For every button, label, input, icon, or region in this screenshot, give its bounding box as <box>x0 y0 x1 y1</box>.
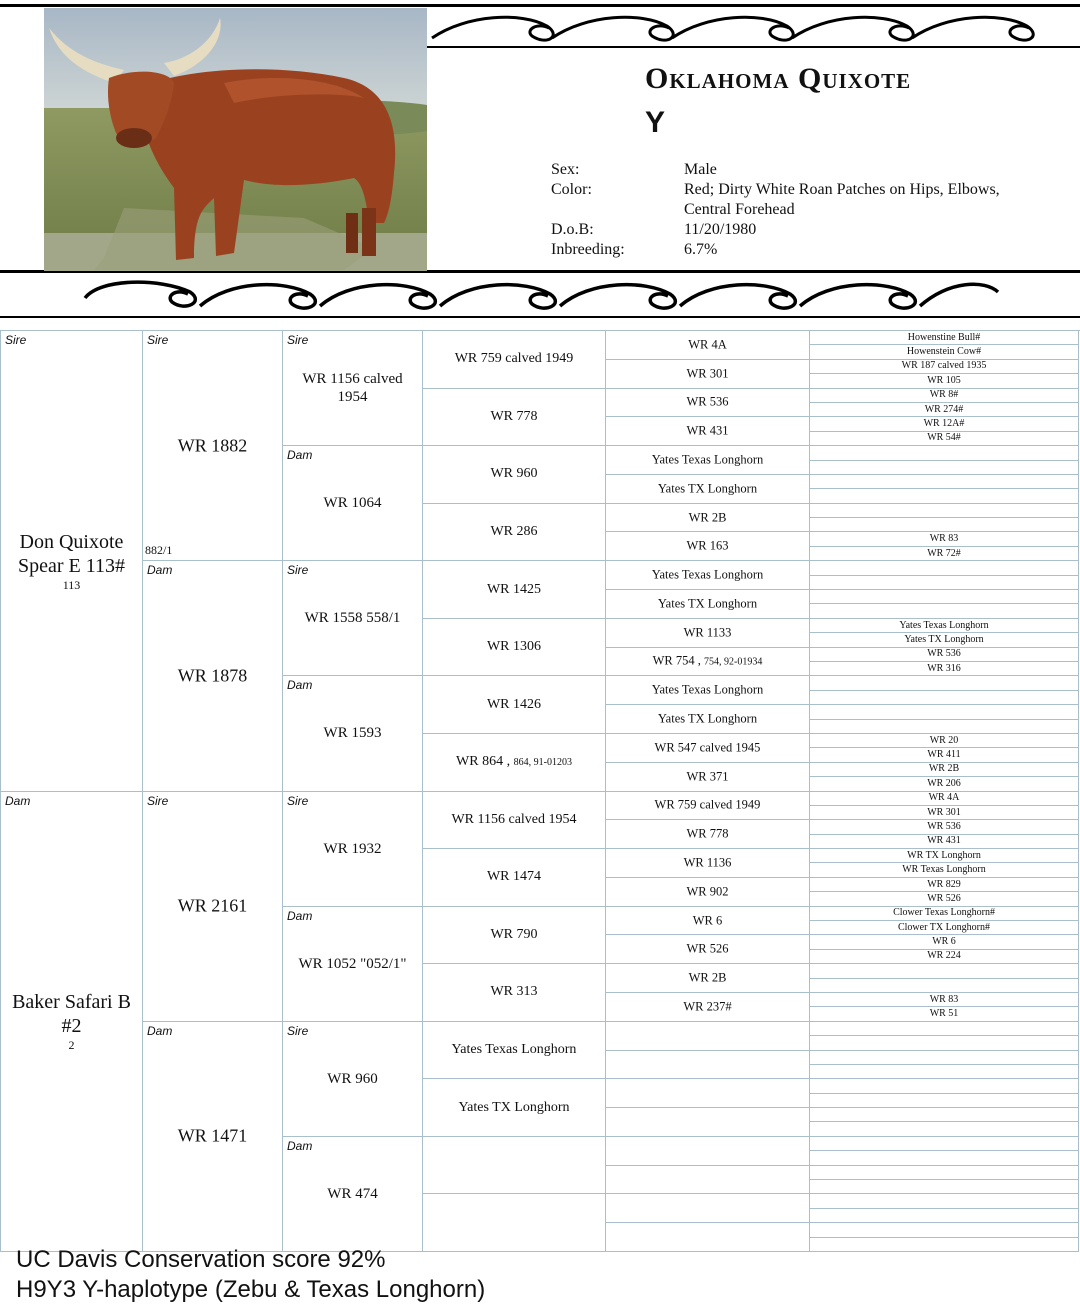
swirl-border-top <box>427 8 1080 46</box>
animal-name-cell: WR 1882 <box>177 435 248 456</box>
relation-label: Dam <box>287 908 313 923</box>
animal-name-cell: WR 1156 calved 1954 <box>302 371 403 406</box>
animal-name-cell <box>606 625 809 640</box>
animal-name-cell <box>606 424 809 439</box>
relation-label: Sire <box>287 563 309 578</box>
pedigree-cell-gen5-17 <box>605 820 809 849</box>
pedigree-cell-gen6-30 <box>809 763 1079 777</box>
sex-label: Sex: <box>551 161 580 178</box>
animal-name-text: WR 790 <box>490 926 538 942</box>
pedigree-cell-gen6-63 <box>809 1238 1079 1252</box>
animal-name-cell <box>1 990 142 1052</box>
pedigree-cell-gen6-34 <box>809 820 1079 834</box>
animal-name-text: WR 163 <box>686 538 729 553</box>
animal-name-cell <box>423 639 605 655</box>
top-rule <box>0 4 1080 7</box>
pedigree-cell-gen6-53 <box>809 1094 1079 1108</box>
pedigree-cell-gen6-44 <box>809 964 1079 978</box>
animal-name-cell: WR TX Longhorn <box>907 849 981 861</box>
pedigree-cell-gen6-50 <box>809 1051 1079 1065</box>
pedigree-cell-gen5-15 <box>605 763 809 792</box>
animal-name-text: Baker Safari B #2 <box>12 991 131 1038</box>
animal-name-text: Yates Texas Longhorn <box>651 567 764 582</box>
animal-name-cell <box>606 568 809 583</box>
animal-name-text: WR 313 <box>490 984 538 1000</box>
pedigree-cell-gen4-9 <box>422 849 605 907</box>
inbreeding-label: Inbreeding: <box>551 241 625 258</box>
pedigree-cell-gen6-8 <box>809 446 1079 460</box>
animal-name-text: WR 1156 calved 1954 <box>451 811 577 827</box>
pedigree-cell-gen6-56 <box>809 1137 1079 1151</box>
registration-number: 113 <box>62 577 81 592</box>
animal-name-cell <box>606 481 809 496</box>
pedigree-cell-gen5-13 <box>605 705 809 734</box>
animal-name-cell: WR 474 <box>327 1185 378 1202</box>
animal-name: Oklahoma Quixote <box>645 62 912 95</box>
pedigree-cell-gen6-43 <box>809 950 1079 964</box>
animal-name-cell <box>423 582 605 598</box>
pedigree-cell-gen5-27 <box>605 1108 809 1137</box>
animal-name-text: WR 1474 <box>486 869 542 885</box>
animal-name-cell: WR 105 <box>927 374 961 386</box>
sex-value: Male <box>684 161 717 178</box>
pedigree-cell-gen6-37 <box>809 863 1079 877</box>
pedigree-cell-gen6-41 <box>809 921 1079 935</box>
animal-name-cell <box>1 530 142 592</box>
pedigree-cell-gen2-3 <box>142 1022 282 1252</box>
animal-name-text: WR 778 <box>686 826 729 841</box>
animal-name-cell <box>606 395 809 410</box>
animal-name-text: Yates Texas Longhorn <box>651 452 764 467</box>
pedigree-cell-gen6-33 <box>809 806 1079 820</box>
relation-label: Dam <box>147 1023 173 1038</box>
pedigree-cell-gen4-1 <box>422 389 605 447</box>
animal-name-cell <box>423 697 605 713</box>
gen1-note: 882/1 <box>145 543 173 558</box>
relation-label: Sire <box>147 793 169 808</box>
animal-name-cell: WR 1064 <box>323 495 382 512</box>
bull-photo <box>44 8 427 271</box>
animal-name-cell <box>606 453 809 468</box>
pedigree-cell-gen1-1 <box>0 792 142 1253</box>
pedigree-cell-gen5-14 <box>605 734 809 763</box>
pedigree-cell-gen6-5 <box>809 403 1079 417</box>
color-value: Red; Dirty White Roan Patches on Hips, Elbows, Central Forehead <box>684 181 1000 218</box>
pedigree-cell-gen5-29 <box>605 1166 809 1195</box>
pedigree-cell-gen2-1 <box>142 561 282 791</box>
pedigree-cell-gen5-9 <box>605 590 809 619</box>
animal-name-text: WR 237# <box>683 999 732 1014</box>
pedigree-cell-gen1-0 <box>0 331 142 792</box>
relation-label: Dam <box>287 1138 313 1153</box>
animal-name-cell <box>423 351 605 367</box>
pedigree-cell-gen6-62 <box>809 1223 1079 1237</box>
registration-note: 864, 91-01203 <box>513 757 572 769</box>
y-haplotype: H9Y3 Y-haplotype (Zebu & Texas Longhorn) <box>16 1276 486 1303</box>
animal-name-cell: WR 187 calved 1935 <box>901 360 987 372</box>
pedigree-cell-gen6-17 <box>809 576 1079 590</box>
animal-name-cell: WR 274# <box>924 403 964 415</box>
animal-name-cell <box>423 927 605 943</box>
pedigree-cell-gen5-0 <box>605 331 809 360</box>
pedigree-cell-gen3-1 <box>282 446 422 561</box>
animal-name-cell <box>606 942 809 957</box>
registration-number: 2 <box>68 1038 75 1053</box>
conservation-score: UC Davis Conservation score 92% <box>16 1246 386 1273</box>
animal-name-cell <box>606 913 809 928</box>
animal-name-cell: WR 206 <box>927 777 961 789</box>
pedigree-cell-gen4-3 <box>422 504 605 562</box>
pedigree-cell-gen5-18 <box>605 849 809 878</box>
relation-label: Dam <box>287 678 313 693</box>
registration-note: 754, 92-01934 <box>704 656 763 668</box>
animal-name-text: WR 547 calved 1945 <box>654 740 761 755</box>
pedigree-cell-gen4-15 <box>422 1194 605 1252</box>
animal-name-cell: Yates Texas Longhorn <box>899 619 989 631</box>
animal-name-cell <box>423 1100 605 1116</box>
animal-name-cell: Howenstein Cow# <box>906 346 982 358</box>
pedigree-cell-gen6-29 <box>809 748 1079 762</box>
pedigree-cell-gen4-10 <box>422 907 605 965</box>
pedigree-cell-gen4-11 <box>422 964 605 1022</box>
pedigree-cell-gen4-13 <box>422 1079 605 1137</box>
pedigree-chart <box>0 330 1080 1252</box>
color-label: Color: <box>551 181 592 198</box>
inbreeding-value: 6.7% <box>684 241 718 258</box>
pedigree-cell-gen5-28 <box>605 1137 809 1166</box>
animal-name-cell <box>606 683 809 698</box>
pedigree-cell-gen6-11 <box>809 489 1079 503</box>
animal-name-cell <box>423 754 605 770</box>
pedigree-cell-gen6-21 <box>809 633 1079 647</box>
divider-rule <box>0 316 1080 318</box>
header-rule-upper <box>427 46 1080 48</box>
animal-name-cell: WR Texas Longhorn <box>902 864 986 876</box>
animal-name-cell: WR 829 <box>927 878 961 890</box>
animal-name-text: Yates TX Longhorn <box>657 596 758 611</box>
pedigree-cell-gen6-10 <box>809 475 1079 489</box>
animal-name-cell: WR 83 <box>929 533 959 545</box>
animal-name-text: WR 4A <box>688 337 727 352</box>
animal-name-text: WR 536 <box>686 394 729 409</box>
pedigree-cell-gen5-5 <box>605 475 809 504</box>
animal-name-text: WR 286 <box>490 523 538 539</box>
animal-name-text: WR 431 <box>686 423 729 438</box>
animal-name-text: WR 759 calved 1949 <box>454 351 574 367</box>
pedigree-cell-gen6-23 <box>809 662 1079 676</box>
pedigree-cell-gen6-36 <box>809 849 1079 863</box>
dob-value: 11/20/1980 <box>684 221 757 238</box>
animal-name-cell <box>606 510 809 525</box>
pedigree-cell-gen3-5 <box>282 907 422 1022</box>
animal-name-cell: WR 54# <box>927 432 961 444</box>
animal-name-text: WR 526 <box>686 941 729 956</box>
relation-label: Sire <box>287 333 309 347</box>
pedigree-cell-gen6-31 <box>809 777 1079 791</box>
pedigree-cell-gen6-2 <box>809 360 1079 374</box>
pedigree-cell-gen6-22 <box>809 648 1079 662</box>
pedigree-cell-gen6-61 <box>809 1209 1079 1223</box>
animal-name-cell: WR 2B <box>928 763 960 775</box>
pedigree-cell-gen6-35 <box>809 835 1079 849</box>
animal-name-cell <box>606 596 809 611</box>
pedigree-cell-gen6-19 <box>809 604 1079 618</box>
animal-name-cell: WR 411 <box>927 749 961 761</box>
animal-name-cell <box>423 524 605 540</box>
pedigree-cell-gen3-2 <box>282 561 422 676</box>
pedigree-cell-gen5-12 <box>605 676 809 705</box>
animal-name-text: Yates TX Longhorn <box>657 711 758 726</box>
animal-name-suffix: Y <box>645 106 666 139</box>
pedigree-cell-gen5-6 <box>605 504 809 533</box>
animal-name-cell <box>606 884 809 899</box>
relation-label: Dam <box>287 448 313 463</box>
pedigree-cell-gen4-5 <box>422 619 605 677</box>
animal-name-cell <box>423 466 605 482</box>
animal-name-cell <box>606 539 809 554</box>
pedigree-cell-gen6-59 <box>809 1180 1079 1194</box>
animal-name-cell: WR 4A <box>928 792 960 804</box>
animal-name-cell: WR 316 <box>927 662 961 674</box>
pedigree-cell-gen6-38 <box>809 878 1079 892</box>
pedigree-cell-gen6-12 <box>809 504 1079 518</box>
pedigree-cell-gen2-2 <box>142 792 282 1022</box>
animal-name-text: WR 1136 <box>683 855 732 870</box>
pedigree-cell-gen4-2 <box>422 446 605 504</box>
pedigree-cell-gen6-39 <box>809 892 1079 906</box>
animal-name-cell: WR 83 <box>929 993 959 1005</box>
pedigree-cell-gen5-10 <box>605 619 809 648</box>
animal-name-cell <box>423 984 605 1000</box>
pedigree-cell-gen6-14 <box>809 532 1079 546</box>
animal-name-cell: Clower Texas Longhorn# <box>893 907 995 919</box>
animal-name-text: Don Quixote Spear E 113# <box>17 530 125 577</box>
pedigree-cell-gen5-25 <box>605 1051 809 1080</box>
animal-name-cell <box>606 827 809 842</box>
animal-name-text: WR 778 <box>490 408 538 424</box>
animal-name-cell: WR 1471 <box>177 1125 248 1146</box>
pedigree-cell-gen4-0 <box>422 331 605 389</box>
relation-label: Dam <box>147 563 173 578</box>
animal-name-text: WR 960 <box>490 466 538 482</box>
animal-name-cell: Howenstine Bull# <box>907 331 981 343</box>
pedigree-cell-gen6-15 <box>809 547 1079 561</box>
animal-name-text: WR 6 <box>692 913 723 928</box>
animal-name-cell <box>606 798 809 813</box>
animal-name-cell <box>606 337 809 352</box>
pedigree-cell-gen5-21 <box>605 935 809 964</box>
animal-name-cell: WR 536 <box>927 648 961 660</box>
animal-name-text: WR 1306 <box>486 639 542 655</box>
pedigree-cell-gen5-20 <box>605 907 809 936</box>
animal-name-cell <box>606 740 809 755</box>
pedigree-cell-gen5-26 <box>605 1079 809 1108</box>
animal-name-cell <box>423 869 605 885</box>
pedigree-cell-gen5-19 <box>605 878 809 907</box>
animal-name-cell <box>423 812 605 828</box>
animal-name-text: WR 1426 <box>486 696 542 712</box>
pedigree-cell-gen6-57 <box>809 1151 1079 1165</box>
pedigree-cell-gen6-7 <box>809 432 1079 446</box>
animal-name-cell: WR 2161 <box>177 895 248 916</box>
relation-label: Sire <box>5 333 27 347</box>
animal-name-text: WR 2B <box>688 970 727 985</box>
animal-name-cell: WR 960 <box>327 1070 378 1087</box>
relation-label: Dam <box>5 793 31 808</box>
animal-name-text: WR 902 <box>686 884 729 899</box>
animal-name-text: WR 301 <box>686 366 729 381</box>
pedigree-cell-gen6-25 <box>809 691 1079 705</box>
animal-name-cell <box>606 366 809 381</box>
animal-name-cell <box>423 1042 605 1058</box>
pedigree-cell-gen6-48 <box>809 1022 1079 1036</box>
pedigree-cell-gen5-22 <box>605 964 809 993</box>
pedigree-cell-gen6-55 <box>809 1122 1079 1136</box>
pedigree-cell-gen5-31 <box>605 1223 809 1252</box>
animal-name-text: WR 1133 <box>683 625 732 640</box>
animal-name-cell: WR 51 <box>929 1008 959 1020</box>
pedigree-cell-gen6-54 <box>809 1108 1079 1122</box>
pedigree-cell-gen3-3 <box>282 676 422 791</box>
pedigree-cell-gen6-51 <box>809 1065 1079 1079</box>
relation-label: Sire <box>147 333 169 347</box>
relation-label: Sire <box>287 793 309 808</box>
animal-name-cell <box>606 769 809 784</box>
animal-name-text: Yates Texas Longhorn <box>451 1042 577 1058</box>
pedigree-cell-gen6-32 <box>809 792 1079 806</box>
animal-name-cell: WR 12A# <box>923 418 965 430</box>
animal-name-cell: WR 8# <box>929 389 959 401</box>
animal-name-cell: WR 224 <box>927 950 961 962</box>
pedigree-cell-gen5-1 <box>605 360 809 389</box>
pedigree-cell-gen6-20 <box>809 619 1079 633</box>
animal-name-cell: WR 1878 <box>177 665 248 686</box>
pedigree-cell-gen6-47 <box>809 1007 1079 1021</box>
pedigree-cell-gen6-0 <box>809 331 1079 345</box>
pedigree-cell-gen5-30 <box>605 1194 809 1223</box>
animal-name-cell: WR 72# <box>927 547 961 559</box>
pedigree-cell-gen4-12 <box>422 1022 605 1080</box>
relation-label: Sire <box>287 1023 309 1038</box>
pedigree-cell-gen5-2 <box>605 389 809 418</box>
pedigree-cell-gen2-0 <box>142 331 282 561</box>
pedigree-cell-gen6-6 <box>809 417 1079 431</box>
pedigree-cell-gen3-7 <box>282 1137 422 1252</box>
animal-name-text: Yates TX Longhorn <box>657 481 758 496</box>
pedigree-cell-gen5-11 <box>605 648 809 677</box>
pedigree-cell-gen5-4 <box>605 446 809 475</box>
animal-name-text: WR 864 , <box>456 754 511 770</box>
pedigree-cell-gen6-24 <box>809 676 1079 690</box>
pedigree-cell-gen4-14 <box>422 1137 605 1195</box>
animal-name-text: WR 2B <box>688 510 727 525</box>
pedigree-cell-gen5-23 <box>605 993 809 1022</box>
animal-name-cell: WR 536 <box>927 820 961 832</box>
animal-name-cell: WR 1593 <box>323 725 382 742</box>
pedigree-cell-gen4-7 <box>422 734 605 792</box>
animal-name-text: Yates Texas Longhorn <box>651 682 764 697</box>
pedigree-cell-gen4-4 <box>422 561 605 619</box>
pedigree-cell-gen5-8 <box>605 561 809 590</box>
pedigree-cell-gen3-6 <box>282 1022 422 1137</box>
pedigree-cell-gen3-4 <box>282 792 422 907</box>
pedigree-cell-gen6-3 <box>809 374 1079 388</box>
pedigree-cell-gen3-0 <box>282 331 422 446</box>
animal-name-text: WR 371 <box>686 769 729 784</box>
pedigree-cell-gen4-8 <box>422 792 605 850</box>
animal-name-text: Yates TX Longhorn <box>458 1099 570 1115</box>
animal-name-text: WR 754 , <box>652 653 701 668</box>
swirl-border-bottom <box>80 276 1000 316</box>
pedigree-cell-gen5-24 <box>605 1022 809 1051</box>
animal-name-cell: WR 301 <box>927 806 961 818</box>
pedigree-cell-gen6-49 <box>809 1036 1079 1050</box>
pedigree-cell-gen6-45 <box>809 979 1079 993</box>
dob-label: D.o.B: <box>551 221 594 238</box>
animal-name-cell <box>606 971 809 986</box>
pedigree-cell-gen6-58 <box>809 1166 1079 1180</box>
animal-name-text: WR 1425 <box>486 581 542 597</box>
animal-name-cell: WR 1558 558/1 <box>304 610 401 627</box>
pedigree-cell-gen4-6 <box>422 676 605 734</box>
animal-name-cell: Clower TX Longhorn# <box>897 921 991 933</box>
animal-name-cell: WR 1052 "052/1" <box>298 955 407 972</box>
pedigree-cell-gen6-28 <box>809 734 1079 748</box>
animal-name-cell: Yates TX Longhorn <box>904 633 984 645</box>
animal-name-cell: WR 1932 <box>323 840 382 857</box>
pedigree-cell-gen6-13 <box>809 518 1079 532</box>
pedigree-cell-gen6-27 <box>809 720 1079 734</box>
pedigree-cell-gen5-7 <box>605 532 809 561</box>
pedigree-cell-gen6-1 <box>809 345 1079 359</box>
pedigree-cell-gen6-46 <box>809 993 1079 1007</box>
animal-name-cell <box>606 855 809 870</box>
pedigree-cell-gen6-16 <box>809 561 1079 575</box>
animal-name-cell: WR 20 <box>929 734 959 746</box>
pedigree-cell-gen6-26 <box>809 705 1079 719</box>
animal-name-cell: WR 431 <box>927 835 961 847</box>
pedigree-cell-gen6-18 <box>809 590 1079 604</box>
pedigree-cell-gen5-16 <box>605 792 809 821</box>
animal-name-cell: WR 6 <box>932 936 956 948</box>
pedigree-cell-gen6-52 <box>809 1079 1079 1093</box>
animal-name-cell <box>606 712 809 727</box>
pedigree-cell-gen6-60 <box>809 1194 1079 1208</box>
pedigree-cell-gen6-9 <box>809 461 1079 475</box>
animal-name-cell: WR 526 <box>927 892 961 904</box>
animal-name-cell <box>606 999 809 1014</box>
pedigree-cell-gen6-42 <box>809 935 1079 949</box>
animal-name-text: WR 759 calved 1949 <box>654 797 761 812</box>
animal-name-cell <box>606 654 809 669</box>
pedigree-cell-gen6-40 <box>809 907 1079 921</box>
pedigree-cell-gen6-4 <box>809 389 1079 403</box>
pedigree-cell-gen5-3 <box>605 417 809 446</box>
animal-name-cell <box>423 409 605 425</box>
